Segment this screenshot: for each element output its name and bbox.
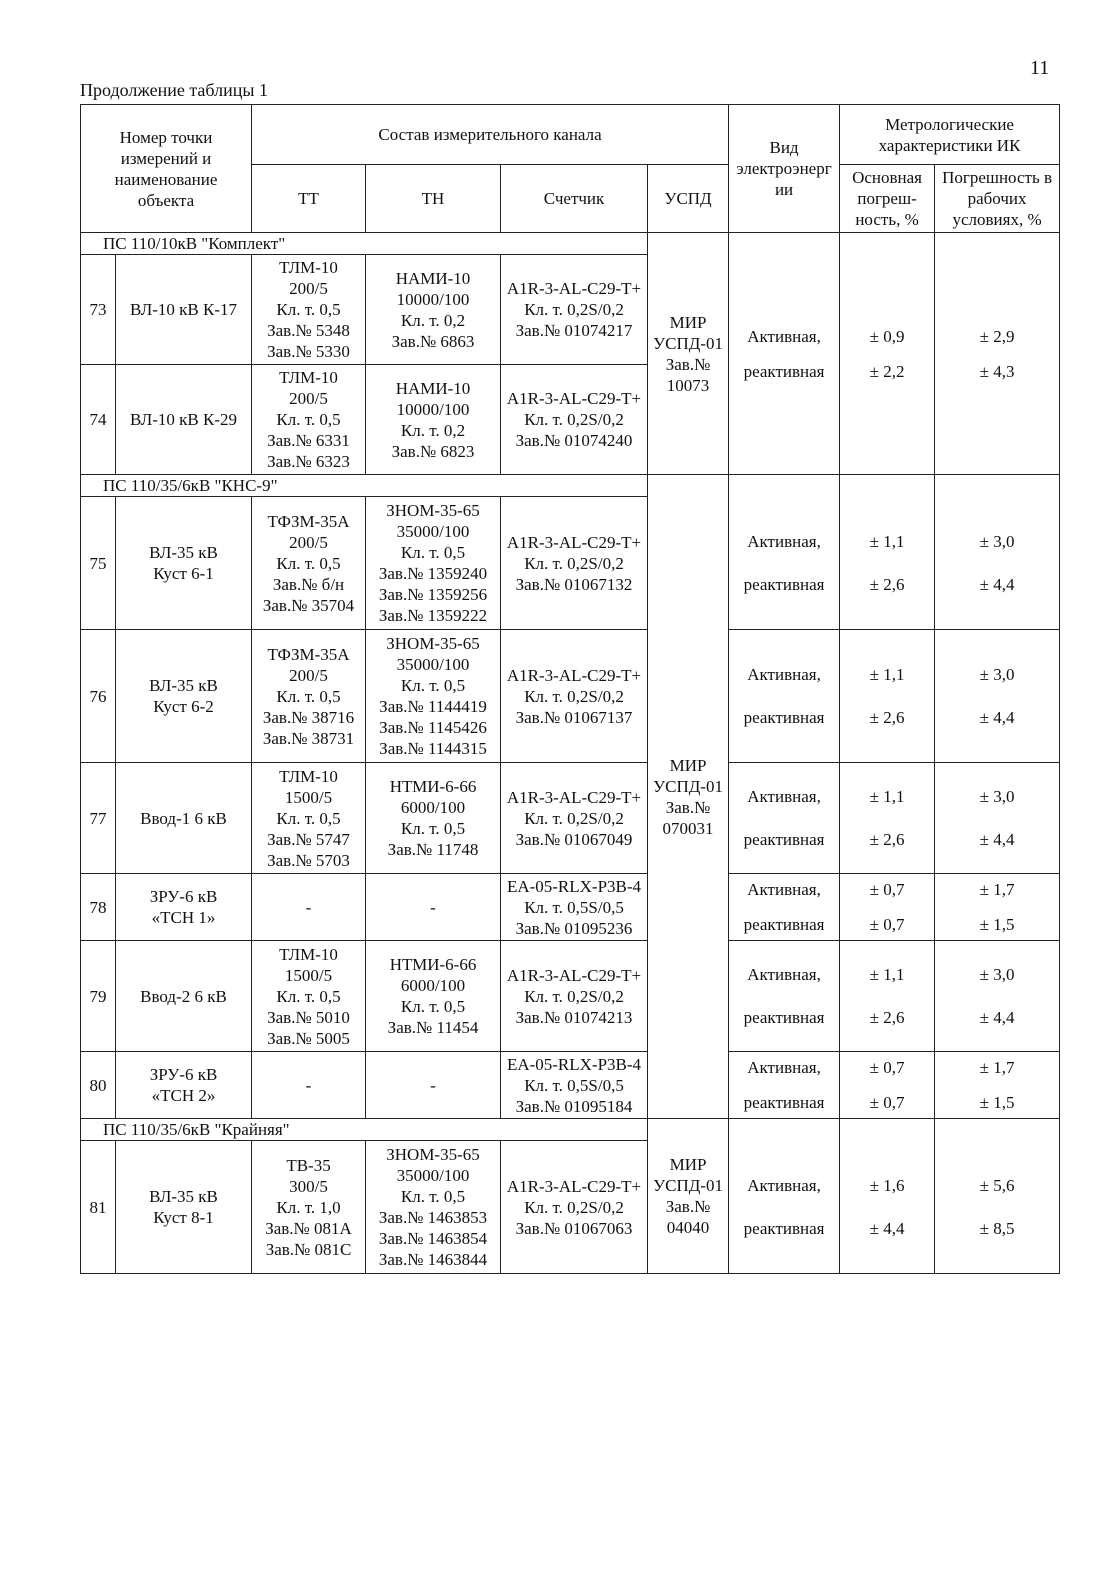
tt-cell: - xyxy=(252,874,366,941)
header-channel-group: Состав измерительного канала xyxy=(252,105,729,165)
energy-type-cell: Активная, реактивная xyxy=(729,497,840,630)
meter-cell: A1R-3-AL-C29-T+ Кл. т. 0,2S/0,2 Зав.№ 01074217 xyxy=(501,255,648,365)
basic-error-cell: ± 0,9 ± 2,2 xyxy=(840,233,935,475)
object-name: Ввод-2 6 кВ xyxy=(116,941,252,1052)
basic-error-cell: ± 1,1 ± 2,6 xyxy=(840,630,935,763)
table-row xyxy=(81,497,1060,630)
working-error-cell: ± 3,0 ± 4,4 xyxy=(935,630,1060,763)
table-row xyxy=(81,874,1060,941)
tt-cell: ТФЗМ-35А 200/5 Кл. т. 0,5 Зав.№ б/н Зав.№ 35704 xyxy=(252,497,366,630)
header-tt: ТТ xyxy=(252,165,366,233)
tt-cell: - xyxy=(252,1052,366,1119)
working-error-cell: ± 2,9 ± 4,3 xyxy=(935,233,1060,475)
object-name: ВЛ-35 кВ Куст 6-2 xyxy=(116,630,252,763)
tt-cell: ТЛМ-10 200/5 Кл. т. 0,5 Зав.№ 6331 Зав.№ 6323 xyxy=(252,365,366,475)
basic-error-cell: ± 1,1 ± 2,6 xyxy=(840,763,935,874)
energy-type-cell: Активная, реактивная xyxy=(729,941,840,1052)
tn-cell: НАМИ-10 10000/100 Кл. т. 0,2 Зав.№ 6823 xyxy=(366,365,501,475)
header-basic-error: Основная погреш- ность, % xyxy=(840,165,935,233)
point-number: 74 xyxy=(81,365,116,475)
tn-cell: ЗНОМ-35-65 35000/100 Кл. т. 0,5 Зав.№ 1359240 Зав.№ 1359256 Зав.№ 1359222 xyxy=(366,497,501,630)
uspd-cell: МИР УСПД-01 Зав.№ 04040 xyxy=(648,1119,729,1274)
tn-cell: - xyxy=(366,1052,501,1119)
tn-cell: НАМИ-10 10000/100 Кл. т. 0,2 Зав.№ 6863 xyxy=(366,255,501,365)
basic-error-cell: ± 1,6 ± 4,4 xyxy=(840,1141,935,1274)
page-number: 11 xyxy=(1030,57,1050,79)
uspd-cell: МИР УСПД-01 Зав.№ 070031 xyxy=(648,475,729,1119)
point-number: 76 xyxy=(81,630,116,763)
energy-type-cell: Активная, реактивная xyxy=(729,874,840,941)
meter-cell: A1R-3-AL-C29-T+ Кл. т. 0,2S/0,2 Зав.№ 01074213 xyxy=(501,941,648,1052)
table-row xyxy=(81,1052,1060,1119)
meter-cell: A1R-3-AL-C29-T+ Кл. т. 0,2S/0,2 Зав.№ 01067137 xyxy=(501,630,648,763)
header-metro-group: Метрологические характеристики ИК xyxy=(840,105,1060,165)
meter-cell: A1R-3-AL-C29-T+ Кл. т. 0,2S/0,2 Зав.№ 01074240 xyxy=(501,365,648,475)
object-name: ВЛ-35 кВ Куст 6-1 xyxy=(116,497,252,630)
basic-error-cell: ± 0,7 ± 0,7 xyxy=(840,1052,935,1119)
tt-cell: ТФЗМ-35А 200/5 Кл. т. 0,5 Зав.№ 38716 Зав.№ 38731 xyxy=(252,630,366,763)
meter-cell: EA-05-RLX-P3B-4 Кл. т. 0,5S/0,5 Зав.№ 01095184 xyxy=(501,1052,648,1119)
tt-cell: ТЛМ-10 200/5 Кл. т. 0,5 Зав.№ 5348 Зав.№ 5330 xyxy=(252,255,366,365)
meter-cell: A1R-3-AL-C29-T+ Кл. т. 0,2S/0,2 Зав.№ 01067049 xyxy=(501,763,648,874)
point-number: 78 xyxy=(81,874,116,941)
point-number: 73 xyxy=(81,255,116,365)
header-working-error: Погрешность в рабочих условиях, % xyxy=(935,165,1060,233)
working-error-cell: ± 5,6 ± 8,5 xyxy=(935,1141,1060,1274)
measurement-table xyxy=(80,104,1060,1274)
meter-cell: A1R-3-AL-C29-T+ Кл. т. 0,2S/0,2 Зав.№ 01067132 xyxy=(501,497,648,630)
section-title: ПС 110/10кВ "Комплект" xyxy=(81,233,648,255)
uspd-cell: МИР УСПД-01 Зав.№ 10073 xyxy=(648,233,729,475)
basic-error-cell: ± 0,7 ± 0,7 xyxy=(840,874,935,941)
header-energy-type: Вид электроэнерг ии xyxy=(729,105,840,233)
table-row xyxy=(81,763,1060,874)
point-number: 81 xyxy=(81,1141,116,1274)
object-name: Ввод-1 6 кВ xyxy=(116,763,252,874)
basic-error-cell: ± 1,1 ± 2,6 xyxy=(840,941,935,1052)
basic-error-cell: ± 1,1 ± 2,6 xyxy=(840,497,935,630)
working-error-cell: ± 3,0 ± 4,4 xyxy=(935,497,1060,630)
object-name: ВЛ-35 кВ Куст 8-1 xyxy=(116,1141,252,1274)
energy-type-cell: Активная, реактивная xyxy=(729,1052,840,1119)
tn-cell: НТМИ-6-66 6000/100 Кл. т. 0,5 Зав.№ 11748 xyxy=(366,763,501,874)
tt-cell: ТЛМ-10 1500/5 Кл. т. 0,5 Зав.№ 5747 Зав.№ 5703 xyxy=(252,763,366,874)
object-name: ВЛ-10 кВ К-17 xyxy=(116,255,252,365)
object-name: ЗРУ-6 кВ «ТСН 1» xyxy=(116,874,252,941)
header-tn: ТН xyxy=(366,165,501,233)
energy-type-cell: Активная, реактивная xyxy=(729,1141,840,1274)
working-error-cell: ± 3,0 ± 4,4 xyxy=(935,941,1060,1052)
working-error-cell: ± 3,0 ± 4,4 xyxy=(935,763,1060,874)
tn-cell: - xyxy=(366,874,501,941)
table-row xyxy=(81,941,1060,1052)
tn-cell: НТМИ-6-66 6000/100 Кл. т. 0,5 Зав.№ 11454 xyxy=(366,941,501,1052)
tt-cell: ТВ-35 300/5 Кл. т. 1,0 Зав.№ 081А Зав.№ 081С xyxy=(252,1141,366,1274)
header-point: Номер точки измерений и наименование объекта xyxy=(81,105,252,233)
working-error-cell: ± 1,7 ± 1,5 xyxy=(935,874,1060,941)
energy-type-cell: Активная, реактивная xyxy=(729,630,840,763)
header-uspd: УСПД xyxy=(648,165,729,233)
section-title: ПС 110/35/6кВ "КНС-9" xyxy=(81,475,648,497)
tt-cell: ТЛМ-10 1500/5 Кл. т. 0,5 Зав.№ 5010 Зав.№ 5005 xyxy=(252,941,366,1052)
header-meter: Счетчик xyxy=(501,165,648,233)
table-row xyxy=(81,630,1060,763)
meter-cell: EA-05-RLX-P3B-4 Кл. т. 0,5S/0,5 Зав.№ 01095236 xyxy=(501,874,648,941)
object-name: ЗРУ-6 кВ «ТСН 2» xyxy=(116,1052,252,1119)
table-caption: Продолжение таблицы 1 xyxy=(80,80,268,100)
meter-cell: A1R-3-AL-C29-T+ Кл. т. 0,2S/0,2 Зав.№ 01067063 xyxy=(501,1141,648,1274)
section-title: ПС 110/35/6кВ "Крайняя" xyxy=(81,1119,648,1141)
point-number: 75 xyxy=(81,497,116,630)
tn-cell: ЗНОМ-35-65 35000/100 Кл. т. 0,5 Зав.№ 1463853 Зав.№ 1463854 Зав.№ 1463844 xyxy=(366,1141,501,1274)
energy-type-cell: Активная, реактивная xyxy=(729,233,840,475)
energy-type-cell: Активная, реактивная xyxy=(729,763,840,874)
point-number: 79 xyxy=(81,941,116,1052)
point-number: 80 xyxy=(81,1052,116,1119)
object-name: ВЛ-10 кВ К-29 xyxy=(116,365,252,475)
point-number: 77 xyxy=(81,763,116,874)
table-row xyxy=(81,1141,1060,1274)
working-error-cell: ± 1,7 ± 1,5 xyxy=(935,1052,1060,1119)
tn-cell: ЗНОМ-35-65 35000/100 Кл. т. 0,5 Зав.№ 1144419 Зав.№ 1145426 Зав.№ 1144315 xyxy=(366,630,501,763)
